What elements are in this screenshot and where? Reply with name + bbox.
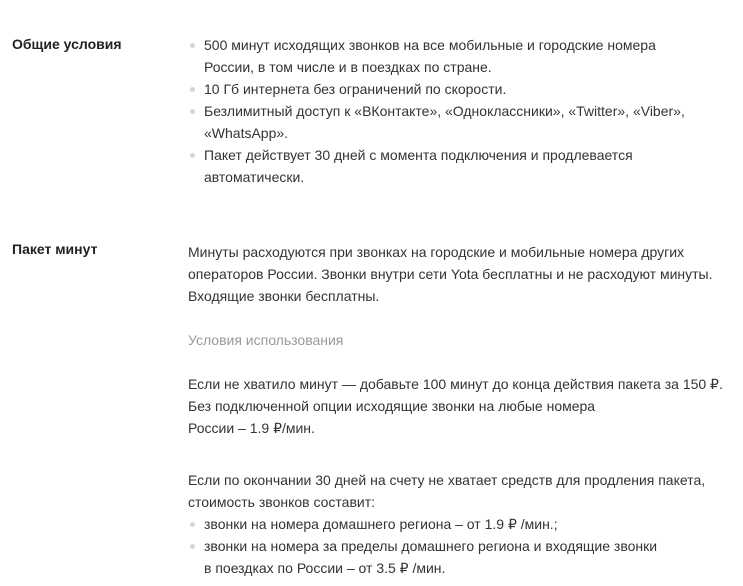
usage-conditions-link[interactable]: Условия использования [188, 332, 344, 348]
list-item-line: «WhatsApp». [204, 125, 289, 141]
text-line: России – 1.9 ₽/мин. [188, 420, 315, 436]
list-item [188, 100, 738, 144]
list-item [188, 535, 738, 579]
general-conditions-list [188, 34, 738, 188]
list-item [188, 34, 738, 78]
list-item-line: 10 Гб интернета без ограничений по скорости. [204, 81, 507, 97]
text-line: Без подключенной опции исходящие звонки на любые номера [188, 398, 596, 414]
text-line: операторов России. Звонки внутри сети Yota бесплатны и не расходуют минуты. [188, 266, 713, 282]
list-item [188, 78, 738, 100]
call-rates-list [188, 513, 738, 579]
list-item-line: звонки на номера за пределы домашнего региона и входящие звонки [204, 538, 658, 554]
list-item [188, 144, 738, 188]
list-item-line: 500 минут исходящих звонков на все мобильные и городские номера [204, 37, 656, 53]
renewal-paragraph [188, 469, 738, 513]
minutes-intro [188, 241, 738, 307]
list-item-line: Безлимитный доступ к «ВКонтакте», «Одноклассники», «Twitter», «Viber», [204, 103, 685, 119]
text-line: Входящие звонки бесплатны. [188, 288, 380, 304]
list-item-line: России, в том числе и в поездках по стране. [204, 59, 492, 75]
section-label-general: Общие условия [12, 36, 122, 52]
text-line: Если не хватило минут — добавьте 100 минут до конца действия пакета за 150 ₽. [188, 376, 723, 392]
list-item-line: звонки на номера домашнего региона – от 1.9 ₽ /мин.; [204, 516, 558, 532]
text-line: Минуты расходуются при звонках на городские и мобильные номера других [188, 244, 685, 260]
list-item-line: в поездках по России – от 3.5 ₽ /мин. [204, 560, 446, 576]
list-item [188, 513, 738, 535]
text-line: Если по окончании 30 дней на счету не хватает средств для продления пакета, [188, 472, 706, 488]
list-item-line: Пакет действует 30 дней с момента подключения и продлевается [204, 147, 633, 163]
section-label-minutes: Пакет минут [12, 241, 98, 257]
extra-minutes-paragraph [188, 373, 738, 439]
list-item-line: автоматически. [204, 169, 305, 185]
text-line: стоимость звонков составит: [188, 494, 376, 510]
